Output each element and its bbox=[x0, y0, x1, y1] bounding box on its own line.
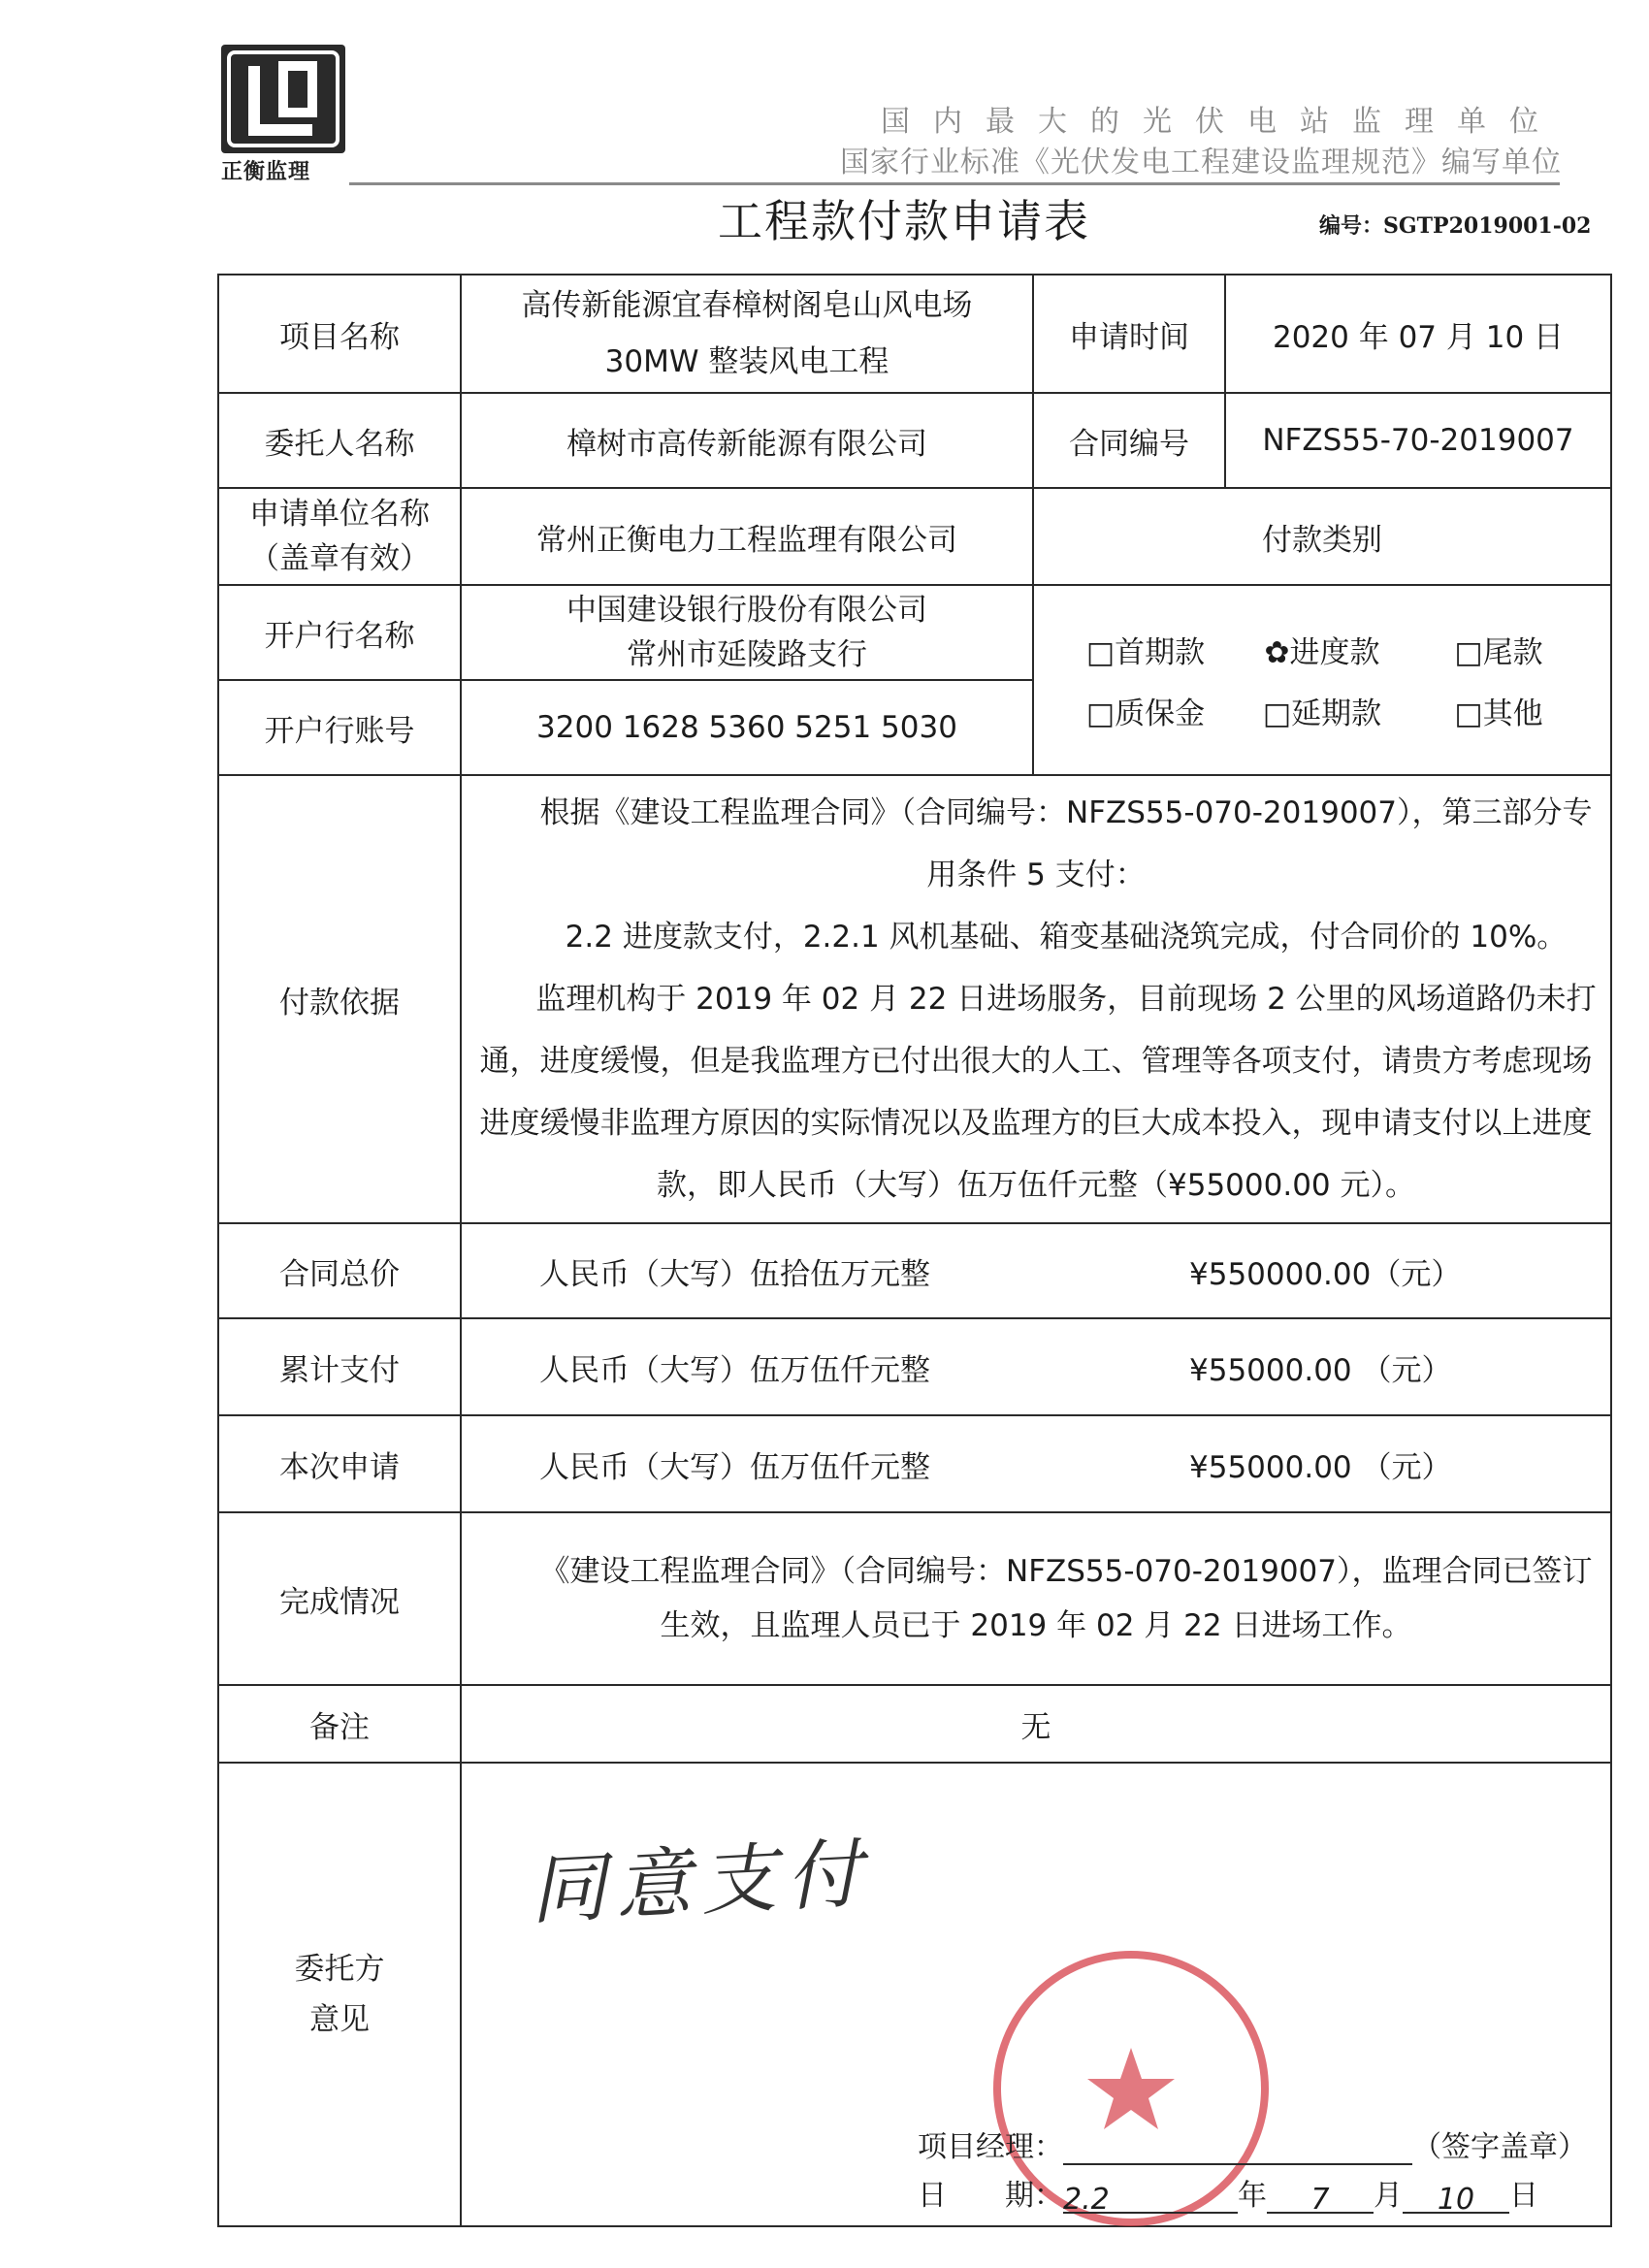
project-name-line-2: 30MW 整装风电工程 bbox=[604, 344, 889, 379]
applicant-value: 常州正衡电力工程监理有限公司 bbox=[461, 488, 1033, 585]
client-value: 樟树市高传新能源有限公司 bbox=[461, 393, 1033, 488]
header-rule bbox=[349, 182, 1560, 185]
row-bank bbox=[218, 585, 1611, 680]
apply-time-value: 2020 年 07 月 10 日 bbox=[1225, 275, 1611, 393]
row-basis bbox=[218, 775, 1611, 1223]
payment-type-other[interactable]: □其他 bbox=[1454, 697, 1543, 731]
row-project bbox=[218, 275, 1611, 393]
remarks-value: 无 bbox=[461, 1685, 1611, 1763]
opinion-label bbox=[218, 1763, 461, 2226]
applicant-label-line-2: （盖章有效） bbox=[249, 541, 430, 576]
row-current bbox=[218, 1415, 1611, 1512]
contract-no-value: NFZS55-70-2019007 bbox=[1225, 393, 1611, 488]
form-number: 编号：SGTP2019001-02 bbox=[1319, 213, 1592, 239]
amount-value bbox=[461, 1318, 1611, 1415]
apply-time-label: 申请时间 bbox=[1033, 275, 1225, 393]
year-unit: 年 bbox=[1238, 2179, 1267, 2213]
completion-paragraph: 《建设工程监理合同》（合同编号：NFZS55-070-2019007），监理合同已签订生效，且监理人员已于 2019 年 02 月 22 日进场工作。 bbox=[539, 1554, 1593, 1643]
payment-type-warranty[interactable]: □质保金 bbox=[1085, 697, 1206, 731]
bank-line-2: 常州市延陵路支行 bbox=[627, 637, 867, 672]
payment-application-table bbox=[217, 274, 1612, 2227]
completion-label: 完成情况 bbox=[218, 1512, 461, 1685]
amount-value bbox=[461, 1415, 1611, 1512]
payment-type-label: 付款类别 bbox=[1033, 488, 1611, 585]
bank-line-1: 中国建设银行股份有限公司 bbox=[566, 593, 927, 628]
manager-label: 项目经理： bbox=[918, 2130, 1063, 2164]
row-completion bbox=[218, 1512, 1611, 1685]
amount-label: 本次申请 bbox=[218, 1415, 461, 1512]
payment-type-options bbox=[1033, 585, 1611, 775]
remarks-label: 备注 bbox=[218, 1685, 461, 1763]
form-title: 工程款付款申请表 bbox=[718, 195, 1090, 247]
completion-text bbox=[461, 1512, 1611, 1685]
logo-mark bbox=[221, 45, 345, 153]
basis-paragraph-1: 根据《建设工程监理合同》（合同编号：NFZS55-070-2019007），第三部分专用条件 5 支付： bbox=[539, 795, 1593, 892]
basis-paragraph-3: 监理机构于 2019 年 02 月 22 日进场服务，目前现场 2 公里的风场道路仍未打通，进度缓慢，但是我监理方已付出很大的人工、管理等各项支付，请贵方考虑现场进度缓慢非监理方原因的实际情况以及监理方的巨大成本投入，现申请支付以上进度款，即人民币（大写）伍万伍仟元整（¥55000.00 元）。 bbox=[479, 982, 1597, 1203]
date-line bbox=[918, 2171, 1538, 2217]
bank-value bbox=[461, 585, 1033, 680]
amount-words: 人民币（大写）伍万伍仟元整 bbox=[539, 1352, 930, 1388]
row-remarks bbox=[218, 1685, 1611, 1763]
opinion-label-line-2: 意见 bbox=[309, 2002, 370, 2037]
date-month-field[interactable]: 7 bbox=[1267, 2183, 1374, 2214]
amount-label: 合同总价 bbox=[218, 1223, 461, 1318]
handwritten-approval: 同意支付 bbox=[528, 1830, 874, 1936]
date-year-field[interactable]: 2.2 bbox=[1063, 2183, 1238, 2214]
payment-type-first[interactable]: □首期款 bbox=[1085, 635, 1206, 670]
row-cumulative bbox=[218, 1318, 1611, 1415]
company-logo bbox=[221, 45, 347, 184]
applicant-label bbox=[218, 488, 461, 585]
project-name-line-1: 高传新能源宜春樟树阁皂山风电场 bbox=[521, 288, 973, 323]
logo-text: 正衡监理 bbox=[221, 160, 311, 184]
slogan-line-1: 国内最大的光伏电站监理单位 bbox=[881, 105, 1562, 139]
amount-words: 人民币（大写）伍拾伍万元整 bbox=[539, 1256, 930, 1292]
row-client bbox=[218, 393, 1611, 488]
payment-type-final[interactable]: □尾款 bbox=[1454, 635, 1543, 670]
contract-no-label: 合同编号 bbox=[1033, 393, 1225, 488]
date-day-field[interactable]: 10 bbox=[1403, 2183, 1509, 2214]
amount-number: ¥55000.00 （元） bbox=[1189, 1352, 1452, 1388]
row-applicant bbox=[218, 488, 1611, 585]
payment-type-progress[interactable]: ✿进度款 bbox=[1264, 635, 1380, 670]
applicant-label-line-1: 申请单位名称 bbox=[249, 497, 430, 532]
client-label: 委托人名称 bbox=[218, 393, 461, 488]
manager-signature-line bbox=[918, 2122, 1587, 2165]
manager-signature-field[interactable] bbox=[1063, 2134, 1412, 2165]
account-value: 3200 1628 5360 5251 5030 bbox=[461, 680, 1033, 775]
amount-value bbox=[461, 1223, 1611, 1318]
amount-label: 累计支付 bbox=[218, 1318, 461, 1415]
project-name-label: 项目名称 bbox=[218, 275, 461, 393]
row-opinion bbox=[218, 1763, 1611, 2226]
bank-label: 开户行名称 bbox=[218, 585, 461, 680]
basis-paragraph-2: 2.2 进度款支付，2.2.1 风机基础、箱变基础浇筑完成，付合同价的 10%。 bbox=[565, 920, 1568, 955]
slogan-line-2: 国家行业标准《光伏发电工程建设监理规范》编写单位 bbox=[840, 146, 1562, 179]
opinion-label-line-1: 委托方 bbox=[294, 1952, 385, 1987]
amount-number: ¥550000.00（元） bbox=[1189, 1256, 1462, 1292]
month-unit: 月 bbox=[1374, 2179, 1403, 2213]
row-contract-total bbox=[218, 1223, 1611, 1318]
sign-note: （签字盖章） bbox=[1412, 2130, 1587, 2164]
basis-text bbox=[461, 775, 1611, 1223]
day-unit: 日 bbox=[1509, 2179, 1538, 2213]
opinion-content bbox=[461, 1763, 1611, 2226]
account-label: 开户行账号 bbox=[218, 680, 461, 775]
date-label: 日 期： bbox=[918, 2179, 1063, 2213]
project-name-value bbox=[461, 275, 1033, 393]
amount-words: 人民币（大写）伍万伍仟元整 bbox=[539, 1449, 930, 1485]
amount-number: ¥55000.00 （元） bbox=[1189, 1449, 1452, 1485]
basis-label: 付款依据 bbox=[218, 775, 461, 1223]
payment-type-deferred[interactable]: □延期款 bbox=[1262, 697, 1382, 731]
